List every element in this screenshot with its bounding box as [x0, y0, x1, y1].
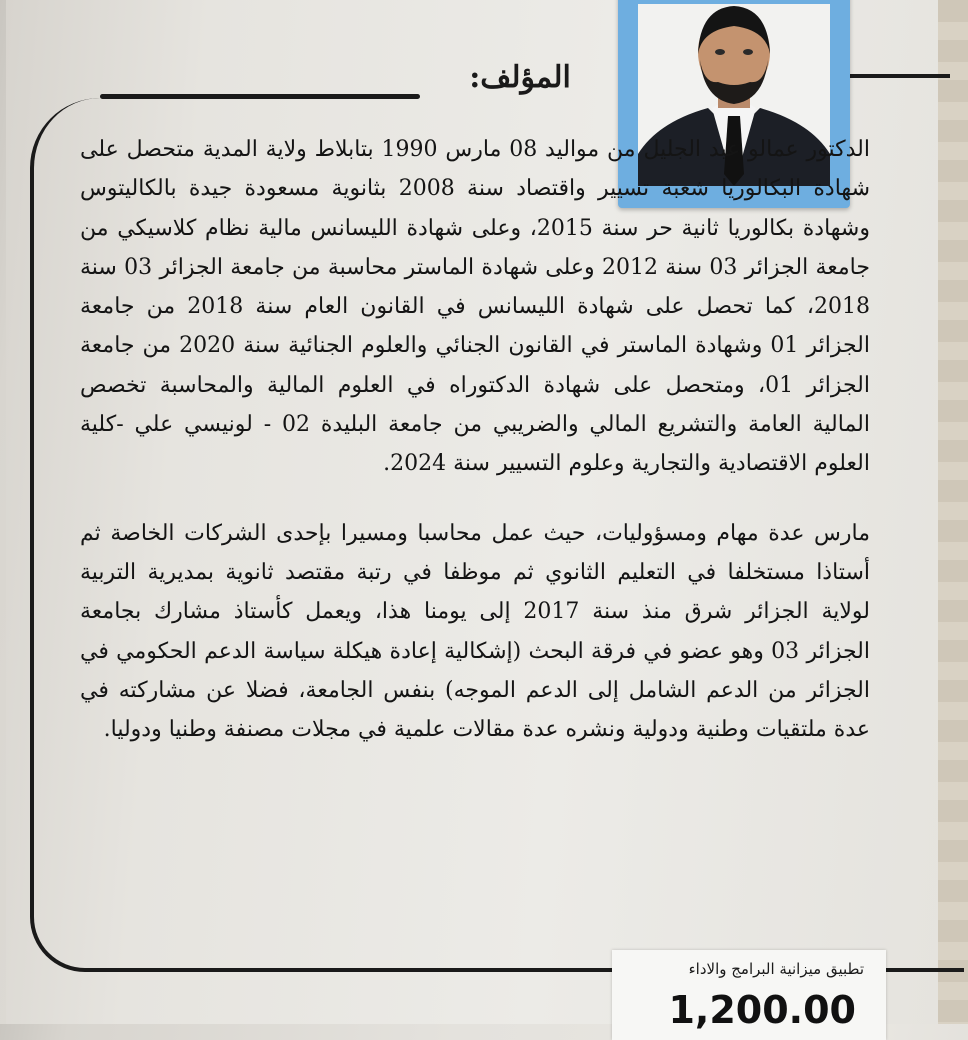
header-rule-left	[100, 94, 420, 99]
price-sticker-value: 1,200.00	[668, 988, 856, 1032]
bio-paragraph-education: الدكتور عمالو عبد الجليل من مواليد 08 مارس 1990 بتابلاط ولاية المدية متحصل على شهادة البكالوريا شعبة تسيير واقتصاد سنة 2008 بثانوية مسعودة جيدة بالكاليتوس وشهادة بكالوريا ثانية حر سنة 2015، وعلى شهادة الليسانس مالية نظام كلاسيكي من جامعة الجزائر 03 سنة 2012 وعلى شهادة الماستر محاسبة من جامعة الجزائر 03 سنة 2018، كما تحصل على شهادة الليسانس في القانون العام سنة 2018 من جامعة الجزائر 01 وشهادة الماستر في القانون الجنائي والعلوم الجنائية سنة 2020 من جامعة الجزائر 01، ومتحصل على شهادة الدكتوراه في العلوم المالية والمحاسبة تخصص المالية العامة والتشريع المالي والضريبي من جامعة البليدة 02 - لونيسي علي -كلية العلوم الاقتصادية والتجارية وعلوم التسيير سنة 2024.	[80, 137, 871, 477]
bio-paragraph-career: مارس عدة مهام ومسؤوليات، حيث عمل محاسبا ومسيرا بإحدى الشركات الخاصة ثم أستاذا مستخلفا في التعليم الثانوي ثم موظفا في رتبة مقتصد ثانوية بمديرية التربية لولاية الجزائر شرق منذ سنة 2017 إلى يومنا هذا، ويعمل كأستاذ مشارك بجامعة الجزائر 03 وهو عضو في فرقة البحث (إشكالية إعادة هيكلة سياسة الدعم الحكومي في الجزائر من الدعم الشامل إلى الدعم الموجه) بنفس الجامعة، فضلا عن مشاركته في عدة ملتقيات وطنية ودولية ونشره عدة مقالات علمية في مجلات مصنفة وطنيا ودوليا.	[80, 520, 870, 743]
price-sticker-title: تطبيق ميزانية البرامج والاداء	[688, 960, 864, 978]
section-title: المؤلف:	[469, 60, 571, 95]
price-sticker	[612, 950, 886, 1040]
header-rule-right	[850, 74, 950, 78]
author-biography	[80, 130, 870, 749]
